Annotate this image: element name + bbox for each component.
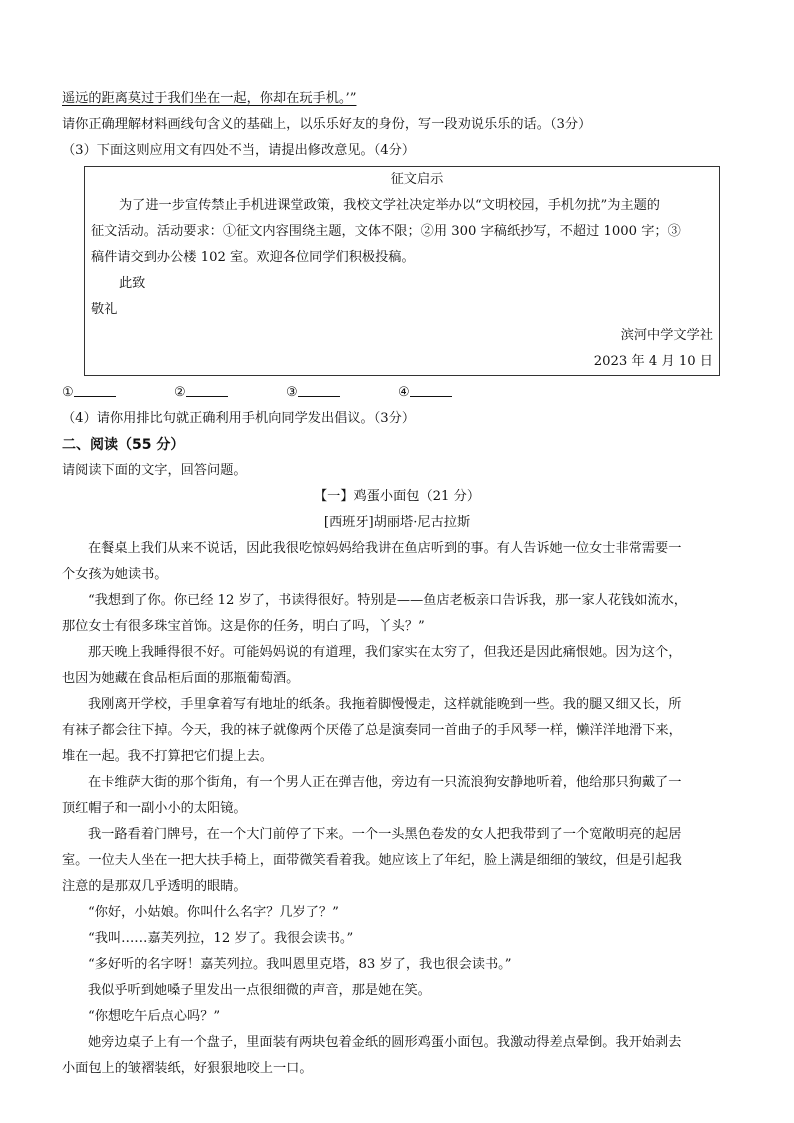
q3-task: （3）下面这则应用文有四处不当，请提出修改意见。（4分） <box>62 143 416 158</box>
passage-line: 在卡维萨大街的那个街角，有一个男人正在弹吉他，旁边有一只流浪狗安静地听着，他给那只狗戴了一 <box>88 775 682 790</box>
answer-blank[interactable]: ③ <box>286 380 398 406</box>
passage-line: 也因为她藏在食品柜后面的那瓶葡萄酒。 <box>62 671 300 686</box>
passage-line: 顶红帽子和一副小小的太阳镜。 <box>62 801 247 816</box>
blank-line[interactable] <box>410 382 452 397</box>
passage-line: 我一路看着门牌号，在一个大门前停了下来。一个一头黑色卷发的女人把我带到了一个宽敞明亮的起居 <box>88 827 682 842</box>
passage-line: “我叫……嘉芙列拉，12 岁了。我很会读书。” <box>88 931 354 946</box>
notice-title: 征文启示 <box>390 172 444 187</box>
answer-blanks <box>62 380 732 406</box>
answer-blank[interactable]: ① <box>62 380 174 406</box>
passage-line: 我似乎听到她嗓子里发出一点很细微的声音，那是她在笑。 <box>88 983 431 998</box>
q2-task: 请你正确理解材料画线句含义的基础上，以乐乐好友的身份，写一段劝说乐乐的话。（3分） <box>62 117 592 132</box>
passage-body <box>62 536 732 1082</box>
reading-intro: 请阅读下面的文字，回答问题。 <box>62 463 247 478</box>
passage-line: “你好，小姑娘。你叫什么名字？几岁了？” <box>88 905 339 920</box>
passage-line: 室。一位夫人坐在一把大扶手椅上，面带微笑看着我。她应该上了年纪，脸上满是细细的皱纹，但是引起我 <box>62 853 682 868</box>
blank-line[interactable] <box>186 382 228 397</box>
notice-line-3: 稿件请交到办公楼 102 室。欢迎各位同学们积极投稿。 <box>91 250 415 265</box>
passage-line: 她旁边桌子上有一个盘子，里面装有两块包着金纸的圆形鸡蛋小面包。我激动得差点晕倒。我开始剥去 <box>88 1035 682 1050</box>
q4-task: （4）请你用排比句就正确利用手机向同学发出倡议。（3分） <box>62 411 416 426</box>
passage-line: “你想吃午后点心吗？” <box>88 1009 221 1024</box>
exam-page <box>62 86 732 1082</box>
passage-line: 那位女士有很多珠宝首饰。这是你的任务，明白了吗，丫头？” <box>62 619 425 634</box>
notice-line-1: 为了进一步宣传禁止手机进课堂政策，我校文学社决定举办以“文明校园，手机勿扰”为主题的 <box>119 198 660 213</box>
passage-line: 个女孩为她读书。 <box>62 567 168 582</box>
passage-line: “多好听的名字呀！嘉芙列拉。我叫恩里克塔，83 岁了，我也很会读书。” <box>88 957 512 972</box>
notice-cizhi: 此致 <box>119 276 146 291</box>
passage-line: “我想到了你。你已经 12 岁了，书读得很好。特别是——鱼店老板亲口告诉我，那一家人花钱如流水， <box>88 593 687 608</box>
passage-line: 堆在一起。我不打算把它们提上去。 <box>62 749 273 764</box>
passage-line: 我刚离开学校，手里拿着写有地址的纸条。我拖着脚慢慢走，这样就能晚到一些。我的腿又细又长，所 <box>88 697 682 712</box>
section-heading: 二、阅读（55 分） <box>62 437 185 453</box>
passage-author: [西班牙]胡丽塔·尼古拉斯 <box>323 515 471 530</box>
notice-date: 2023 年 4 月 10 日 <box>593 354 713 369</box>
notice-box <box>84 166 720 376</box>
passage-line: 注意的是那双几乎透明的眼睛。 <box>62 879 247 894</box>
passage-title: 【一】鸡蛋小面包（21 分） <box>313 489 481 504</box>
notice-signer: 滨河中学文学社 <box>620 328 713 343</box>
blank-line[interactable] <box>74 382 116 397</box>
notice-jingli: 敬礼 <box>91 302 118 317</box>
answer-blank[interactable]: ④ <box>398 380 510 406</box>
q2-underlined-tail: 遥远的距离莫过于我们坐在一起，你却在玩手机。’” <box>62 91 357 106</box>
passage-line: 有袜子都会往下掉。今天，我的袜子就像两个厌倦了总是演奏同一首曲子的手风琴一样，懒洋洋地滑下来， <box>62 723 682 738</box>
passage-line: 那天晚上我睡得很不好。可能妈妈说的有道理，我们家实在太穷了，但我还是因此痛恨她。因为这个， <box>88 645 682 660</box>
passage-line: 在餐桌上我们从来不说话，因此我很吃惊妈妈给我讲在鱼店听到的事。有人告诉她一位女士非常需要一 <box>88 541 682 556</box>
passage-line: 小面包上的皱褶装纸，好狠狠地咬上一口。 <box>62 1061 313 1076</box>
notice-line-2: 征文活动。活动要求：①征文内容围绕主题，文体不限；②用 300 字稿纸抄写，不超过 1000 字；③ <box>91 224 681 239</box>
blank-line[interactable] <box>298 382 340 397</box>
answer-blank[interactable]: ② <box>174 380 286 406</box>
